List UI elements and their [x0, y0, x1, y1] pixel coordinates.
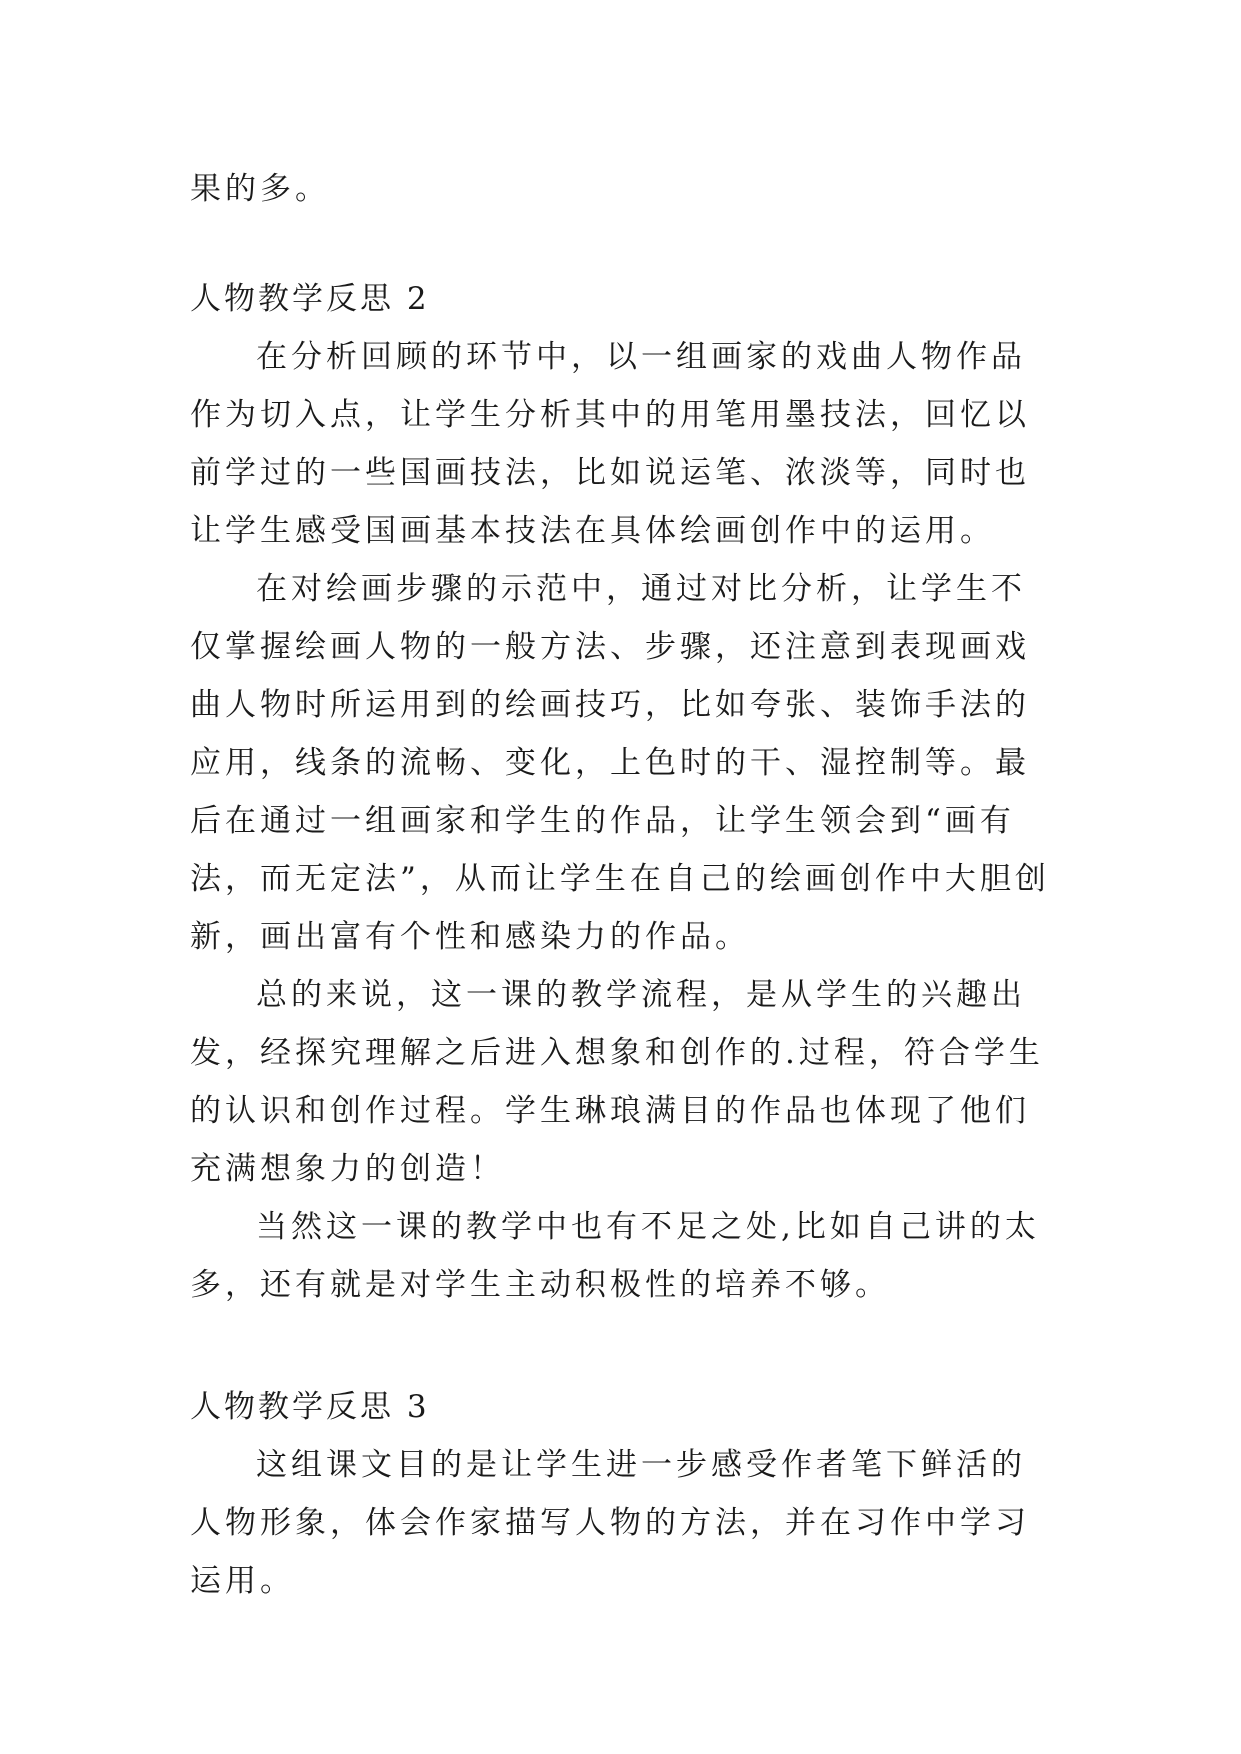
section-2-paragraph-4: 当然这一课的教学中也有不足之处,比如自己讲的太多，还有就是对学生主动积极性的培养不够。 — [190, 1209, 1040, 1303]
section-3-paragraph-1: 这组课文目的是让学生进一步感受作者笔下鲜活的人物形象，体会作家描写人物的方法，并在习作中学习运用。 — [190, 1447, 1030, 1599]
section-2-paragraph-3: 总的来说，这一课的教学流程，是从学生的兴趣出发，经探究理解之后进入想象和创作的.过程，符合学生的认识和创作过程。学生琳琅满目的作品也体现了他们充满想象力的创造！ — [190, 977, 1044, 1187]
section-2-heading: 人物教学反思 2 — [190, 281, 430, 317]
section-2-paragraph-1: 在分析回顾的环节中，以一组画家的戏曲人物作品作为切入点，让学生分析其中的用笔用墨技法，回忆以前学过的一些国画技法，比如说运笔、浓淡等，同时也让学生感受国画基本技法在具体绘画创作中的运用。 — [190, 339, 1030, 549]
section-2-paragraph-2: 在对绘画步骤的示范中，通过对比分析，让学生不仅掌握绘画人物的一般方法、步骤，还注意到表现画戏曲人物时所运用到的绘画技巧，比如夸张、装饰手法的应用，线条的流畅、变化，上色时的干、湿控制等。最后在通过一组画家和学生的作品，让学生领会到“画有法，而无定法”，从而让学生在自己的绘画创作中大胆创新，画出富有个性和感染力的作品。 — [190, 571, 1050, 955]
section-3-heading: 人物教学反思 3 — [190, 1389, 430, 1425]
fragment-top-text: 果的多。 — [190, 171, 330, 207]
